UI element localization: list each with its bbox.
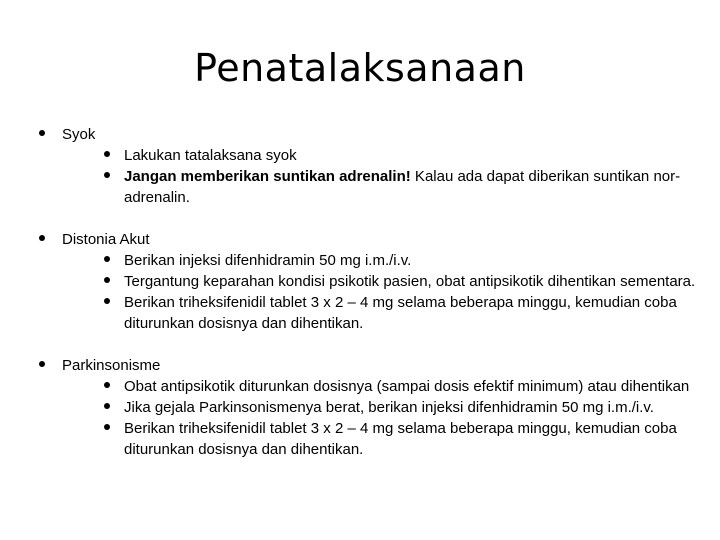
bullet-icon xyxy=(104,256,110,262)
list-item-bold-text: Jangan memberikan suntikan adrenalin! xyxy=(124,168,411,185)
section-heading-text: Syok xyxy=(62,126,96,143)
list-item-text: Obat antipsikotik diturunkan dosisnya (sampai dosis efektif minimum) atau dihentikan xyxy=(124,378,690,395)
list-item xyxy=(36,145,696,166)
list-item xyxy=(36,418,696,460)
list-item xyxy=(36,376,696,397)
section-heading xyxy=(36,124,696,145)
list-item xyxy=(36,397,696,418)
bullet-icon xyxy=(39,361,45,367)
section-heading-text: Distonia Akut xyxy=(62,231,150,248)
bullet-icon xyxy=(104,403,110,409)
list-item-text: Berikan injeksi difenhidramin 50 mg i.m./i.v. xyxy=(124,252,412,269)
section-heading xyxy=(36,355,696,376)
list-item-text: Berikan triheksifenidil tablet 3 x 2 – 4 mg selama beberapa minggu, kemudian coba diturunkan dosisnya dan dihentikan. xyxy=(124,294,677,332)
section-heading xyxy=(36,229,696,250)
list-item-text: Kalau ada dapat diberikan suntikan nor-adrenalin. xyxy=(124,168,681,206)
list-item-text: Jika gejala Parkinsonismenya berat, berikan injeksi difenhidramin 50 mg i.m./i.v. xyxy=(124,399,654,416)
list-item xyxy=(36,166,696,208)
bullet-icon xyxy=(39,130,45,136)
section-parkinsonisme xyxy=(36,355,696,460)
bullet-icon xyxy=(104,277,110,283)
bullet-icon xyxy=(104,382,110,388)
bullet-icon xyxy=(104,151,110,157)
bullet-icon xyxy=(104,424,110,430)
section-distonia-akut xyxy=(36,229,696,334)
list-item-text: Lakukan tatalaksana syok xyxy=(124,147,297,164)
list-item xyxy=(36,271,696,292)
list-item xyxy=(36,250,696,271)
list-item-text: Tergantung keparahan kondisi psikotik pasien, obat antipsikotik dihentikan sementara. xyxy=(124,273,696,290)
bullet-icon xyxy=(104,298,110,304)
bullet-icon xyxy=(39,235,45,241)
section-syok xyxy=(36,124,696,208)
list-item-text: Berikan triheksifenidil tablet 3 x 2 – 4 mg selama beberapa minggu, kemudian coba diturunkan dosisnya dan dihentikan. xyxy=(124,420,677,458)
content-body xyxy=(36,124,696,460)
section-heading-text: Parkinsonisme xyxy=(62,357,161,374)
bullet-icon xyxy=(104,172,110,178)
list-item xyxy=(36,292,696,334)
slide-title: Penatalaksanaan xyxy=(194,46,526,90)
